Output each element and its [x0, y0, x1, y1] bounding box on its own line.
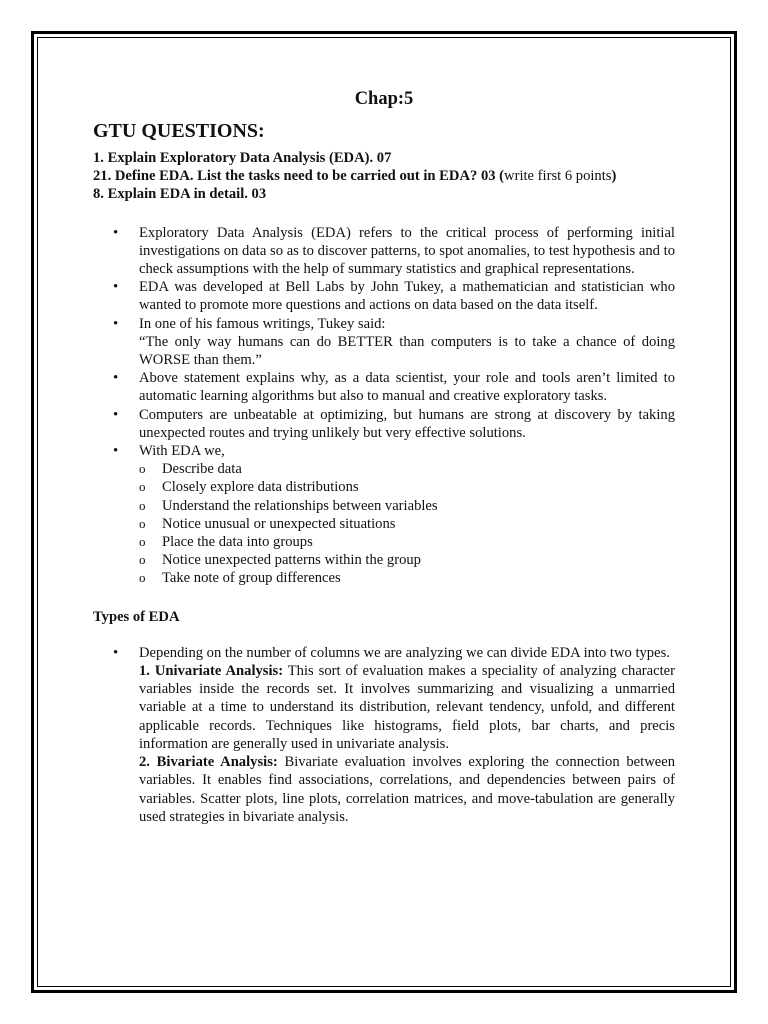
eda-bullet-list [93, 224, 675, 588]
question-text: 8. Explain EDA in detail. 03 [93, 186, 267, 203]
bullet-item [93, 442, 675, 588]
bivariate-paragraph [139, 753, 675, 826]
univariate-label: 1. Univariate Analysis: [139, 663, 284, 680]
question-note: write first 6 points [504, 168, 612, 185]
bullet-text: • With EDA we, [139, 443, 225, 460]
page-content [93, 88, 675, 826]
question-text: 1. Explain Exploratory Data Analysis (EDA). 07 [93, 150, 392, 166]
question-1 [93, 149, 675, 167]
bullet-item [93, 644, 675, 826]
sublist-item: o Notice unusual or unexpected situations [139, 515, 675, 533]
bivariate-label: 2. Bivariate Analysis: [139, 754, 278, 771]
bullet-text: EDA was developed at Bell Labs by John Tukey, a mathematician and statistician who wanted to promote more questions and actions on data based on the data itself. [139, 279, 675, 314]
sublist-item: o Place the data into groups [139, 533, 675, 551]
question-text: 21. Define EDA. List the tasks need to be carried out in EDA? 03 ( [93, 168, 505, 185]
bullet-text: Above statement explains why, as a data scientist, your role and tools aren’t limited to automatic learning algorithms but also to manual and creative exploratory tasks. [139, 370, 675, 405]
bullet-text: Exploratory Data Analysis (EDA) refers to the critical process of performing initial investigations on data so as to discover patterns, to spot anomalies, to test hypothesis and to check assumptions with the help of summary statistics and graphical representations. [139, 224, 675, 278]
question-list [93, 149, 675, 204]
bullet-item [93, 278, 675, 314]
types-of-eda-heading: Types of EDA [93, 608, 180, 625]
bullet-item [93, 406, 675, 442]
bullet-item [93, 369, 675, 405]
bullet-item [93, 315, 675, 370]
bullet-text: Computers are unbeatable at optimizing, but humans are strong at discovery by taking unexpected routes and trying unlikely but very effective solutions. [139, 406, 675, 441]
question-8 [93, 185, 675, 203]
tukey-quote: “The only way humans can do BETTER than computers is to take a chance of doing WORSE than them.” [139, 333, 675, 369]
univariate-paragraph [139, 662, 675, 753]
sublist-item: o Understand the relationships between variables [139, 497, 675, 515]
chapter-heading: Chap:5 [354, 89, 414, 109]
sublist-item: o Notice unexpected patterns within the group [139, 551, 675, 569]
bullet-item [93, 224, 675, 279]
question-21 [93, 167, 675, 185]
bivariate-text: Bivariate evaluation involves exploring the connection between variables. It enables find associations, correlations, and dependencies between pairs of variables. Scatter plots, line plots, correlation matrices, and move-tabulation are generally used strategies in bivariate analysis. [139, 754, 675, 825]
sublist-item: o Closely explore data distributions [139, 478, 675, 496]
gtu-questions-title: GTU QUESTIONS: [93, 120, 265, 142]
sublist-item: o Describe data [139, 460, 675, 478]
bullet-text: • In one of his famous writings, Tukey said: [139, 315, 386, 332]
question-close: ) [611, 168, 617, 185]
sublist-item: o Take note of group differences [139, 569, 675, 587]
with-eda-sublist [139, 460, 675, 587]
univariate-text: This sort of evaluation makes a speciality of analyzing character variables inside the records set. It involves summarizing and visualizing a unmarried variable at a time to understand its distribution, relevant tendency, unfold, and different applicable records. Techniques like histograms, field plots, bar charts, and precis information are generally used in univariate analysis. [139, 663, 676, 752]
types-bullet-list [93, 644, 675, 826]
types-intro: • Depending on the number of columns we are analyzing we can divide EDA into two types. [139, 644, 670, 661]
